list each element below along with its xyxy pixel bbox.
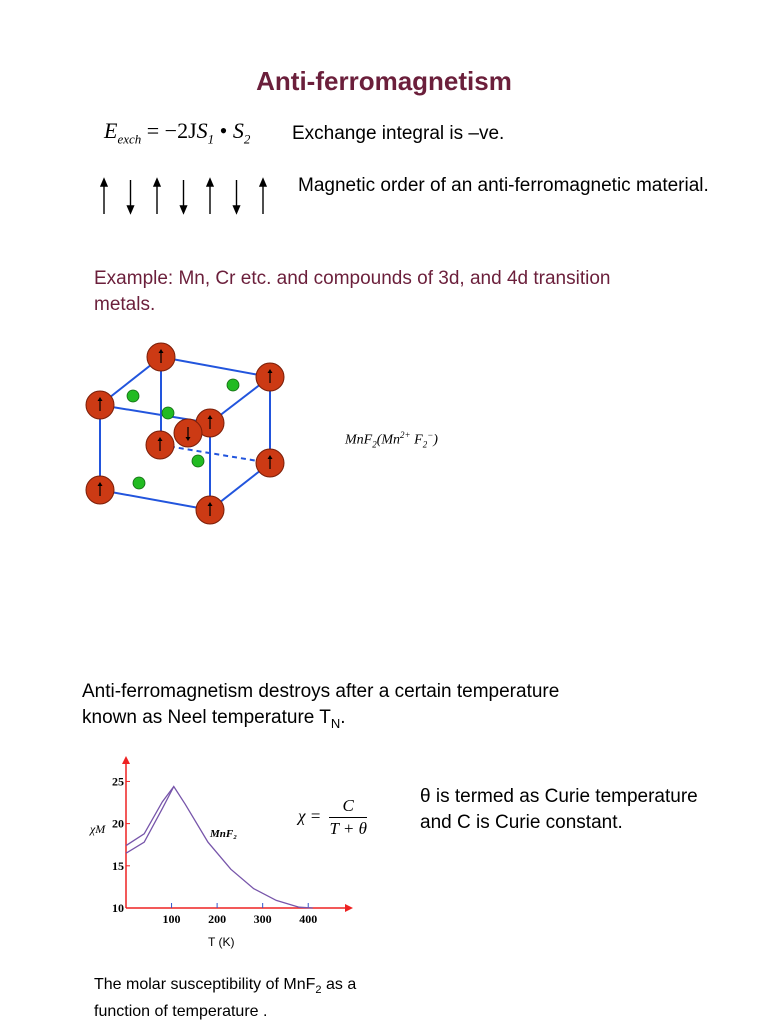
mn-atom-up: [146, 431, 174, 459]
neel-temperature-text: Anti-ferromagnetism destroys after a certain temperature known as Neel temperature $T_N$.: [82, 681, 560, 731]
mn-atom-up: [86, 476, 114, 504]
mn-atom-up: [196, 496, 224, 524]
y-tick-label: 20: [112, 816, 124, 831]
mn-atom-down: [174, 419, 202, 447]
mn-atom-up: [256, 449, 284, 477]
y-tick-label: 25: [112, 774, 124, 789]
y-tick-label: 10: [112, 901, 124, 915]
magnetic-order-text: Magnetic order of an anti-ferromagnetic material.: [298, 175, 709, 196]
spin-up-arrow: [101, 179, 107, 214]
y-axis-label: χM: [90, 822, 106, 836]
y-tick-label: 15: [112, 858, 124, 873]
susceptibility-curve-1: [126, 787, 313, 909]
mnf2-formula: $MnF_2(Mn^{2+}$ $F_2^-$): [345, 430, 438, 450]
spin-arrows-diagram: [90, 172, 280, 222]
spin-up-arrow: [154, 179, 160, 214]
mn-atom-up: [256, 363, 284, 391]
x-tick-label: 100: [162, 912, 181, 926]
mn-atom-up: [147, 343, 175, 371]
spin-down-arrow: [234, 180, 240, 213]
susceptibility-curve-2: [126, 787, 174, 846]
mnf2-crystal-lattice: [80, 335, 300, 535]
x-axis-label: T (K): [208, 935, 235, 949]
mn-atom-up: [86, 391, 114, 419]
chart-caption: The molar susceptibility of MnF$_2$ as a function of temperature .: [94, 976, 357, 1021]
series-label: MnF₂: [210, 828, 238, 840]
spin-down-arrow: [181, 180, 187, 213]
x-tick-label: 200: [208, 912, 227, 926]
manganese-atoms: [86, 343, 284, 524]
susceptibility-chart: [80, 748, 360, 958]
spin-up-arrow: [260, 179, 266, 214]
spin-up-arrow: [207, 179, 213, 214]
page-title: Anti-ferromagnetism: [256, 66, 512, 96]
exchange-integral-text: Exchange integral is –ve.: [292, 123, 505, 144]
x-tick-label: 300: [253, 912, 272, 926]
exchange-energy-equation: $E_{exch} = -2JS_1$ • $S_2$: [104, 118, 251, 147]
curie-explanation-text: θ is termed as Curie temperature and C is Curie constant.: [420, 786, 698, 833]
susceptibility-formula: χ = $\frac{C}{T + \theta}$: [298, 796, 367, 838]
example-text: Example: Mn, Cr etc. and compounds of 3d, and 4d transition metals.: [94, 268, 611, 315]
spin-down-arrow: [128, 180, 134, 213]
x-tick-label: 400: [299, 912, 318, 926]
